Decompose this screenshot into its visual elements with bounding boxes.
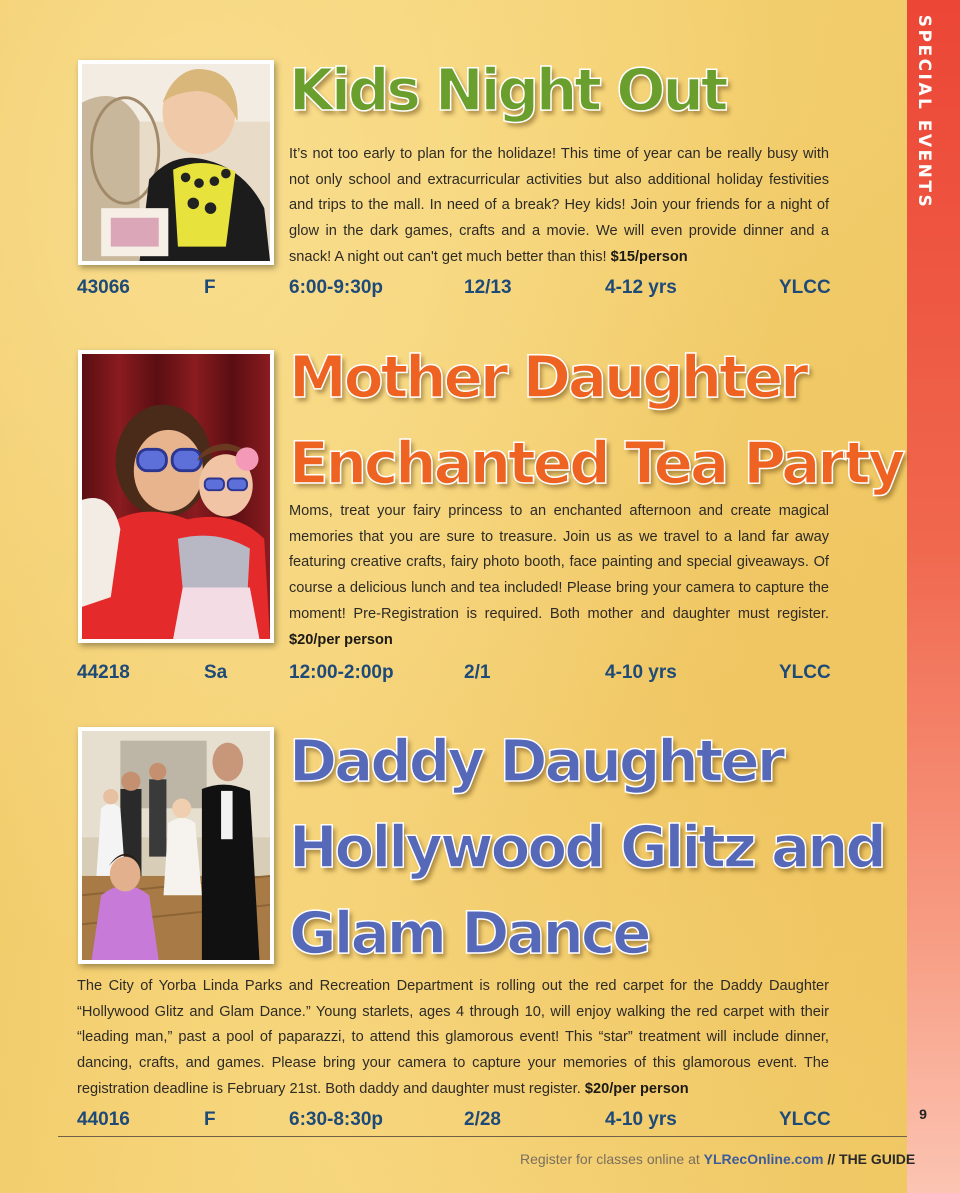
time: 12:00-2:00p [289, 662, 394, 683]
description-text: The City of Yorba Linda Parks and Recreation Department is rolling out the red carpet for the Daddy Daughter “Hollywood Glitz and Glam Dance.” Young starlets, ages 4 through 10, will enjoy walking the red carpet with their “leading man,” past a pool of paparazzi, to attend this glamorous event! This “star” treatment will include dinner, dancing, crafts, and games. Please bring your camera to capture your memories of this glamorous event. The registration deadline is February 21st. Both daddy and daughter must register. [77, 978, 829, 1097]
publication-name: THE GUIDE [839, 1151, 916, 1167]
daddy-daughter-title [289, 718, 884, 976]
day: F [204, 1109, 216, 1130]
photo-daddy-daughter-dance [82, 731, 270, 960]
mother-daughter-description [289, 499, 829, 653]
age-range: 4-10 yrs [605, 662, 677, 683]
title-line: Glam Dance [289, 899, 649, 967]
kids-night-out-description [289, 142, 829, 271]
date: 12/13 [464, 277, 512, 298]
website-link[interactable]: YLRecOnline.com [703, 1151, 824, 1167]
title-line: Daddy Daughter [289, 727, 783, 795]
title-line: Enchanted Tea Party [289, 429, 903, 497]
mother-daughter-info [77, 662, 832, 686]
age-range: 4-12 yrs [605, 277, 677, 298]
time: 6:30-8:30p [289, 1109, 383, 1130]
day: Sa [204, 662, 228, 683]
description-text: Moms, treat your fairy princess to an enchanted afternoon and create magical memories that you are sure to treasure. Join us as we travel to a land far away featuring creative crafts, fairy photo booth, face painting and special giveaways. Of course a delicious lunch and tea included! Please bring your camera to capture the moment! Pre-Registration is required. Both mother and daughter must register. [289, 503, 829, 622]
date: 2/1 [464, 662, 491, 683]
price: $20/per person [584, 1080, 689, 1097]
footer-prefix: Register for classes online at [520, 1151, 704, 1167]
course-code: 44218 [77, 662, 130, 683]
price: $15/person [610, 248, 688, 265]
title-line: Hollywood Glitz and [289, 813, 884, 881]
kids-night-out-title: Kids Night Out [289, 56, 726, 124]
footer-separator: // [823, 1151, 840, 1167]
kids-night-out-photo [78, 60, 274, 265]
time: 6:00-9:30p [289, 277, 383, 298]
kids-night-out-info [77, 277, 832, 301]
location: YLCC [779, 1109, 831, 1130]
day: F [204, 277, 216, 298]
course-code: 44016 [77, 1109, 130, 1130]
course-code: 43066 [77, 277, 130, 298]
footer [520, 1151, 916, 1167]
location: YLCC [779, 662, 831, 683]
photo-mother-daughter-glasses [82, 354, 270, 639]
footer-divider [58, 1136, 907, 1137]
page-number: 9 [919, 1106, 927, 1122]
location: YLCC [779, 277, 831, 298]
age-range: 4-10 yrs [605, 1109, 677, 1130]
section-label: SPECIAL EVENTS [914, 14, 934, 210]
photo-girl-glow-necklaces [82, 64, 270, 261]
daddy-daughter-description [77, 974, 829, 1103]
daddy-daughter-photo [78, 727, 274, 964]
date: 2/28 [464, 1109, 501, 1130]
mother-daughter-photo [78, 350, 274, 643]
price: $20/per person [289, 631, 393, 648]
mother-daughter-title [289, 334, 903, 506]
daddy-daughter-info [77, 1109, 832, 1133]
title-line: Mother Daughter [289, 343, 806, 411]
description-text: It’s not too early to plan for the holidaze! This time of year can be really busy with not only school and extracurricular activities but also additional holiday festivities and trips to the mall. In need of a break? Hey kids! Join your friends for a night of glow in the dark games, crafts and a movie. We will even provide dinner and a snack! A night out can't get much better than this! [289, 146, 829, 265]
